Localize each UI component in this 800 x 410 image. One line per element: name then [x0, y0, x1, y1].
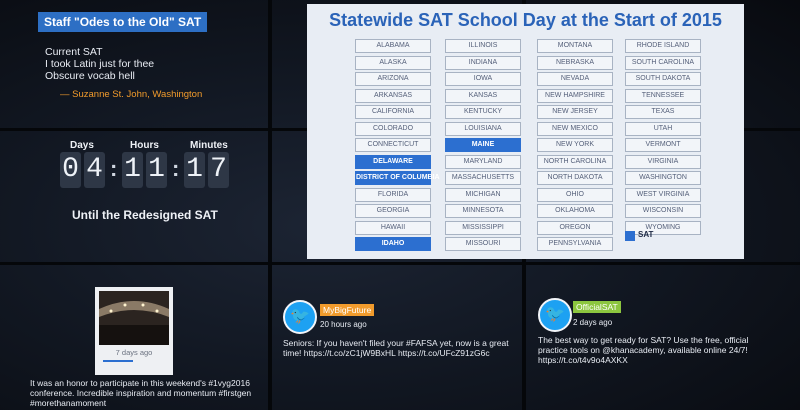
state-mississippi: MISSISSIPPI [445, 221, 521, 235]
map-title: Statewide SAT School Day at the Start of 2015 [329, 10, 722, 30]
state-arizona: ARIZONA [355, 72, 431, 86]
state-pennsylvania: PENNSYLVANIA [537, 237, 613, 251]
countdown-minutes-label: Minutes [190, 140, 228, 151]
state-kansas: KANSAS [445, 89, 521, 103]
tweet-handle[interactable]: MyBigFuture [320, 304, 374, 316]
screen-seam-v1 [268, 0, 272, 410]
state-texas: TEXAS [625, 105, 701, 119]
state-delaware: DELAWARE [355, 155, 431, 169]
state-vermont: VERMONT [625, 138, 701, 152]
state-oklahoma: OKLAHOMA [537, 204, 613, 218]
quote-title: Staff "Odes to the Old" SAT [38, 12, 207, 32]
state-indiana: INDIANA [445, 56, 521, 70]
state-new-mexico: NEW MEXICO [537, 122, 613, 136]
state-michigan: MICHIGAN [445, 188, 521, 202]
state-utah: UTAH [625, 122, 701, 136]
state-ohio: OHIO [537, 188, 613, 202]
quote-line: Current SAT [45, 46, 103, 58]
state-massachusetts: MASSACHUSETTS [445, 171, 521, 185]
state-north-dakota: NORTH DAKOTA [537, 171, 613, 185]
twitter-bird-icon: 🐦 [538, 298, 572, 332]
countdown-colon: : [110, 156, 118, 181]
countdown-digit: 0 [60, 152, 81, 188]
state-new-jersey: NEW JERSEY [537, 105, 613, 119]
state-alaska: ALASKA [355, 56, 431, 70]
state-colorado: COLORADO [355, 122, 431, 136]
caption-line: It was an honor to participate in this weekend's #1vyg2016 [30, 378, 250, 388]
tweet-age: 20 hours ago [320, 320, 367, 329]
state-minnesota: MINNESOTA [445, 204, 521, 218]
countdown-digit: 4 [84, 152, 105, 188]
state-georgia: GEORGIA [355, 204, 431, 218]
screen-seam-h2 [0, 262, 800, 265]
caption-line: #morethanamoment [30, 398, 107, 408]
countdown-hours-label: Hours [130, 140, 159, 151]
twitter-bird-icon: 🐦 [283, 300, 317, 334]
quote-line: Obscure vocab hell [45, 70, 135, 82]
state-south-carolina: SOUTH CAROLINA [625, 56, 701, 70]
state-west-virginia: WEST VIRGINIA [625, 188, 701, 202]
state-tennessee: TENNESSEE [625, 89, 701, 103]
state-wyoming: WYOMING [625, 221, 701, 235]
countdown-caption: Until the Redesigned SAT [72, 208, 218, 222]
state-montana: MONTANA [537, 39, 613, 53]
countdown-digit: 7 [208, 152, 229, 188]
tweet-text [283, 338, 509, 358]
state-connecticut: CONNECTICUT [355, 138, 431, 152]
state-louisiana: LOUISIANA [445, 122, 521, 136]
state-illinois: ILLINOIS [445, 39, 521, 53]
sat-states-map [307, 4, 744, 259]
state-oregon: OREGON [537, 221, 613, 235]
conference-photo [99, 291, 169, 345]
instagram-post-card [95, 287, 173, 375]
state-alabama: ALABAMA [355, 39, 431, 53]
instagram-caption [30, 378, 251, 408]
caption-line: conference. Incredible inspiration and momentum #firstgen [30, 388, 252, 398]
state-district-of-columbia: DISTRICT OF COLUMBIA [355, 171, 431, 185]
state-south-dakota: SOUTH DAKOTA [625, 72, 701, 86]
legend-swatch [625, 231, 635, 241]
state-missouri: MISSOURI [445, 237, 521, 251]
quote-line: I took Latin just for thee [45, 58, 155, 70]
state-kentucky: KENTUCKY [445, 105, 521, 119]
tweet-line: https://t.co/t4v9o4AXKX [538, 355, 628, 365]
tweet-age: 2 days ago [573, 318, 613, 327]
state-hawaii: HAWAII [355, 221, 431, 235]
countdown-digit: 1 [122, 152, 143, 188]
state-new-york: NEW YORK [537, 138, 613, 152]
countdown-colon: : [172, 156, 180, 181]
countdown-digit: 1 [146, 152, 167, 188]
tweet-line: Seniors: If you haven't filed your #FAFSA yet, now is a great [283, 338, 509, 348]
state-idaho: IDAHO [355, 237, 431, 251]
tweet-line: The best way to get ready for SAT? Use the free, official [538, 335, 749, 345]
state-rhode-island: RHODE ISLAND [625, 39, 701, 53]
state-iowa: IOWA [445, 72, 521, 86]
polaroid-accent-bar [103, 360, 133, 362]
state-california: CALIFORNIA [355, 105, 431, 119]
state-new-hampshire: NEW HAMPSHIRE [537, 89, 613, 103]
state-wisconsin: WISCONSIN [625, 204, 701, 218]
countdown-digit: 1 [184, 152, 205, 188]
quote-body [45, 46, 154, 82]
state-florida: FLORIDA [355, 188, 431, 202]
quote-author: — Suzanne St. John, Washington [60, 89, 203, 100]
tweet-line: practice tools on @khanacademy, available online 24/7! [538, 345, 748, 355]
state-arkansas: ARKANSAS [355, 89, 431, 103]
state-nevada: NEVADA [537, 72, 613, 86]
tweet-line: time! https://t.co/zC1jW9BxHL https://t.co/UFcZ91zG6c [283, 348, 490, 358]
state-maine: MAINE [445, 138, 521, 152]
state-washington: WASHINGTON [625, 171, 701, 185]
tweet-handle[interactable]: OfficialSAT [573, 301, 621, 313]
countdown-days-label: Days [70, 140, 94, 151]
state-maryland: MARYLAND [445, 155, 521, 169]
tweet-text [538, 335, 748, 365]
state-virginia: VIRGINIA [625, 155, 701, 169]
legend-label: SAT [638, 230, 654, 239]
state-north-carolina: NORTH CAROLINA [537, 155, 613, 169]
state-nebraska: NEBRASKA [537, 56, 613, 70]
instagram-age: 7 days ago [115, 348, 153, 357]
